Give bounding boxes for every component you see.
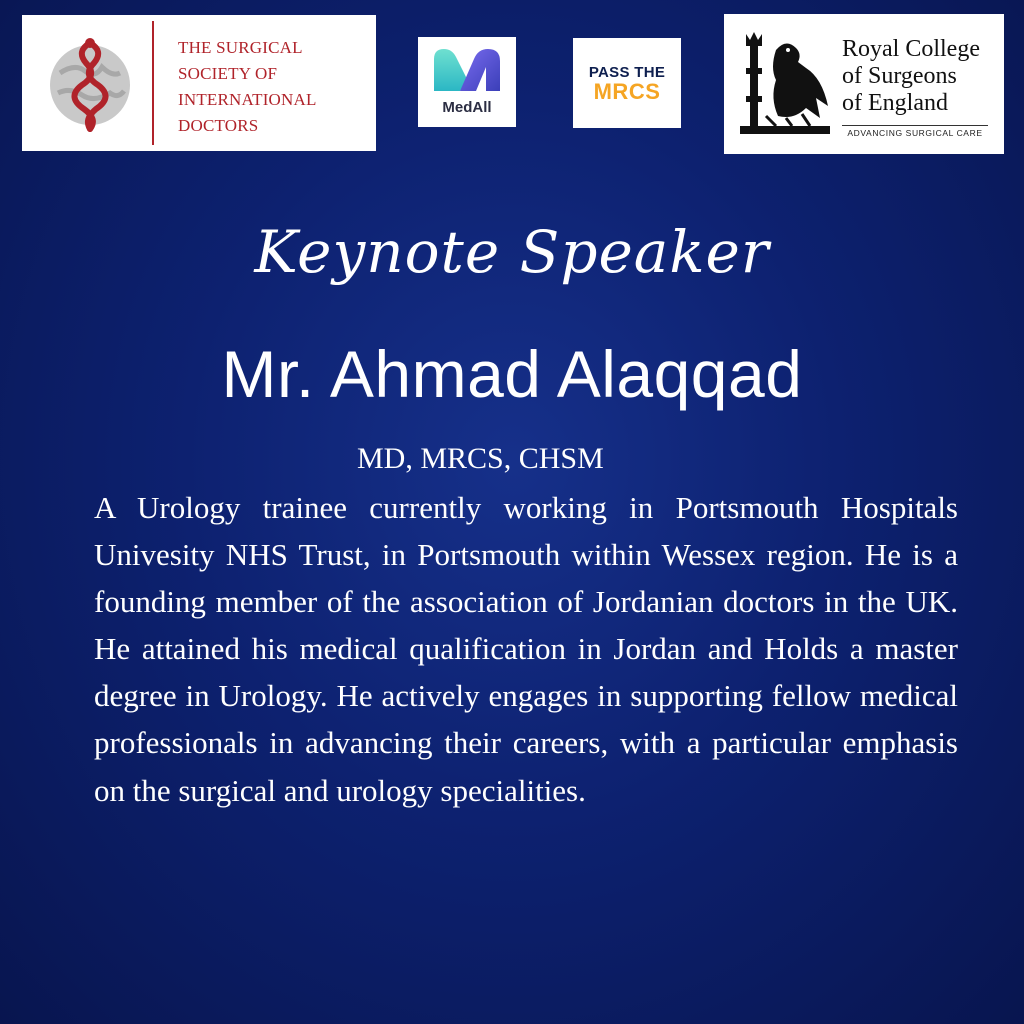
medall-m-icon	[430, 45, 504, 95]
rcs-england-logo	[724, 14, 1004, 154]
rcs-wordmark	[842, 36, 980, 117]
speaker-name: Mr. Ahmad Alaqqad	[221, 337, 803, 411]
medall-logo	[418, 37, 516, 127]
ssid-divider	[152, 21, 154, 145]
mrcs-text: MRCS	[593, 79, 661, 104]
rcs-divider	[842, 125, 988, 126]
speaker-bio: A Urology trainee currently working in Portsmouth Hospitals Univesity NHS Trust, in Portsmouth within Wessex region. He is a founding member of the association of Jordanian doctors in the UK. He attained his medical qualification in Jordan and Holds a master degree in Urology. He actively engages in supporting fellow medical professionals in advancing their careers, with a particular emphasis on the surgical and urology specialities.	[94, 490, 958, 808]
pass-the-text: PASS THE	[588, 64, 666, 81]
ssid-line: SOCIETY OF	[178, 64, 278, 83]
rcs-tagline: ADVANCING SURGICAL CARE	[847, 128, 983, 138]
rcs-line: Royal College	[842, 36, 980, 62]
pass-the-mrcs-logo	[573, 38, 681, 128]
speaker-credentials: MD, MRCS, CHSM	[357, 442, 604, 475]
keynote-heading: Keynote Speaker	[254, 218, 770, 286]
ssid-logo	[22, 15, 376, 151]
medall-wordmark: MedAll	[442, 99, 492, 116]
globe-caduceus-icon	[40, 33, 140, 133]
ssid-line: INTERNATIONAL	[178, 90, 317, 109]
ssid-line: DOCTORS	[178, 116, 259, 135]
rcs-line: of Surgeons	[842, 63, 957, 89]
rcs-line: of England	[842, 90, 948, 116]
falcon-mace-crest-icon	[736, 28, 834, 140]
ssid-wordmark	[178, 35, 368, 139]
ssid-line: THE SURGICAL	[178, 38, 303, 57]
